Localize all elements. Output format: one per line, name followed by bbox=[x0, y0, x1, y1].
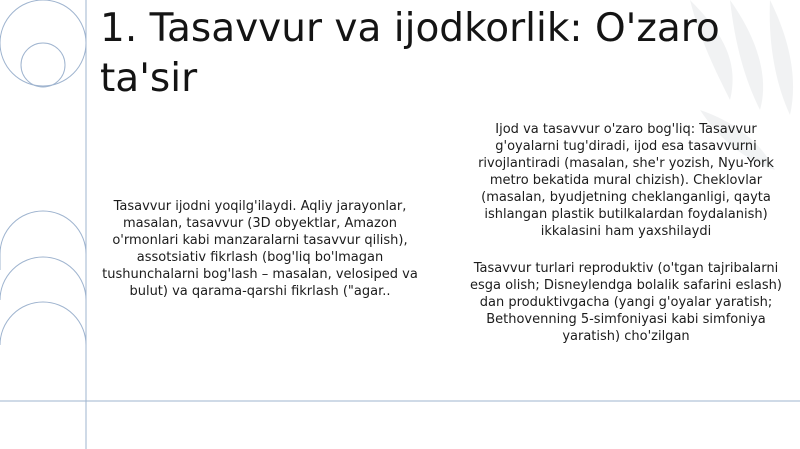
inner-circle bbox=[21, 43, 65, 87]
left-paragraph: Tasavvur ijodni yoqilg'ilaydi. Aqliy jarayonlar, masalan, tasavvur (3D obyektlar, Amazon o'rmonlari kabi manzaralarni tasavvur qilish), assotsiativ fikrlash (bog'liq bo'lmagan tushunchalarni bog'lash – masalan, velosiped va bulut) va qarama-qarshi fikrlash ("agar.. bbox=[102, 199, 418, 299]
arch-shape-2 bbox=[0, 257, 86, 300]
right-paragraph-2: Tasavvur turlari reproduktiv (o'tgan tajribalarni esga olish; Disneylendga bolalik safarini eslash) dan produktivgacha (yangi g'oyalar yaratish; Bethovenning 5-simfoniyasi kabi simfoniya yaratish) cho'zilgan bbox=[470, 261, 782, 344]
right-paragraph-1: Ijod va tasavvur o'zaro bog'liq: Tasavvur g'oyalarni tug'diradi, ijod esa tasavvurni rivojlantiradi (masalan, she'r yozish, Nyu-York metro bekatida mural chizish). Cheklovlar (masalan, byudjetning cheklanganligi, qayta ishlangan plastik butilkalardan foydalanish) ikkalasini ham yaxshilaydi bbox=[478, 122, 774, 239]
slide-title: 1. Tasavvur va ijodkorlik: O'zaro ta'sir bbox=[100, 6, 720, 101]
arch-shape-1 bbox=[0, 211, 86, 270]
arch-shape-3 bbox=[0, 302, 86, 401]
